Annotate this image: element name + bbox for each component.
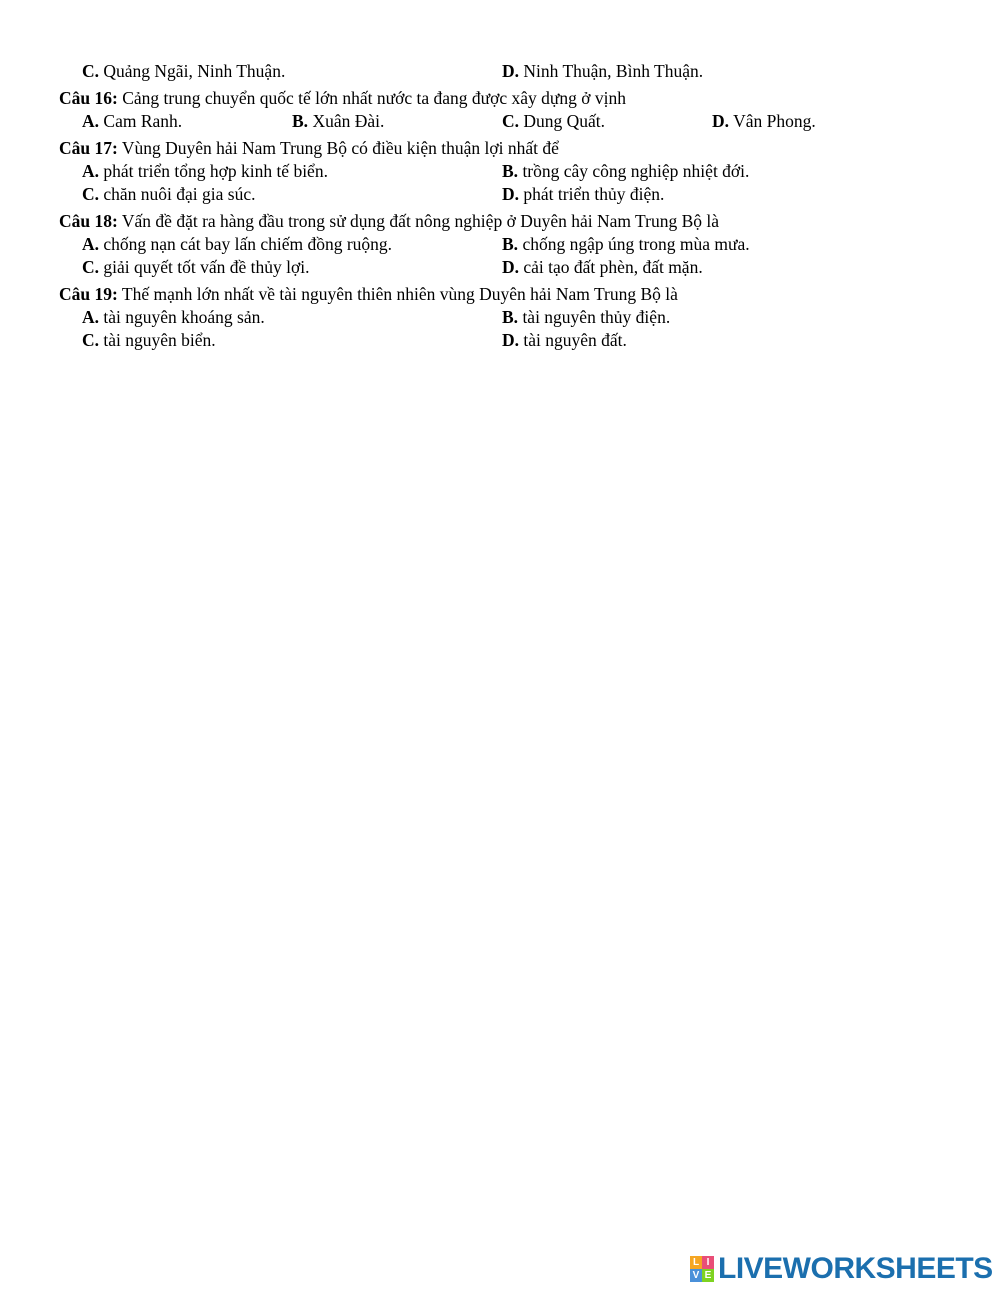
q19-option-b[interactable] [502, 306, 670, 328]
q17-option-b[interactable] [502, 160, 749, 182]
option-text: phát triển tổng hợp kinh tế biển. [103, 161, 328, 181]
option-text: giải quyết tốt vấn đề thủy lợi. [103, 257, 310, 277]
option-key: C. [82, 330, 100, 350]
q16-option-c[interactable] [502, 110, 605, 132]
q19-option-a[interactable] [82, 306, 265, 328]
option-key: D. [502, 184, 520, 204]
q16-option-b[interactable] [292, 110, 384, 132]
q16-option-d[interactable] [712, 110, 816, 132]
q17-option-a[interactable] [82, 160, 328, 182]
logo-mark-letter: I [702, 1256, 714, 1269]
question-text: Thế mạnh lớn nhất về tài nguyên thiên nhiên vùng Duyên hải Nam Trung Bộ là [121, 284, 678, 304]
option-key: C. [82, 184, 100, 204]
question-19 [59, 283, 678, 305]
question-17 [59, 137, 559, 159]
question-text: Vấn đề đặt ra hàng đầu trong sử dụng đất nông nghiệp ở Duyên hải Nam Trung Bộ là [121, 211, 720, 231]
question-label: Câu 19: [59, 284, 118, 304]
question-text: Vùng Duyên hải Nam Trung Bộ có điều kiện thuận lợi nhất để [121, 138, 559, 158]
option-text: tài nguyên biển. [103, 330, 216, 350]
question-label: Câu 17: [59, 138, 118, 158]
option-key: A. [82, 234, 100, 254]
q19-option-c[interactable] [82, 329, 216, 351]
option-text: Cam Ranh. [103, 111, 183, 131]
option-text: cải tạo đất phèn, đất mặn. [523, 257, 703, 277]
option-d-previous[interactable] [502, 60, 703, 82]
option-text: Vân Phong. [733, 111, 816, 131]
option-key: C. [502, 111, 520, 131]
option-text: tài nguyên khoáng sản. [103, 307, 265, 327]
q18-option-d[interactable] [502, 256, 703, 278]
option-text: tài nguyên đất. [523, 330, 627, 350]
option-text: Quảng Ngãi, Ninh Thuận. [103, 61, 286, 81]
option-c-previous[interactable] [82, 60, 285, 82]
option-text: chống nạn cát bay lấn chiếm đồng ruộng. [103, 234, 393, 254]
option-text: chống ngập úng trong mùa mưa. [522, 234, 750, 254]
option-key: C. [82, 257, 100, 277]
q17-option-c[interactable] [82, 183, 256, 205]
q18-option-b[interactable] [502, 233, 750, 255]
option-key: D. [502, 257, 520, 277]
q17-option-d[interactable] [502, 183, 664, 205]
option-key: A. [82, 307, 100, 327]
option-text: Xuân Đài. [312, 111, 385, 131]
option-key: B. [292, 111, 309, 131]
option-key: B. [502, 161, 519, 181]
question-text: Cảng trung chuyển quốc tế lớn nhất nước ta đang được xây dựng ở vịnh [122, 88, 627, 108]
logo-text: LIVEWORKSHEETS [718, 1252, 993, 1285]
q19-option-d[interactable] [502, 329, 627, 351]
logo-mark-letter: L [690, 1256, 702, 1269]
q18-option-a[interactable] [82, 233, 392, 255]
option-text: chăn nuôi đại gia súc. [103, 184, 256, 204]
option-key: D. [712, 111, 730, 131]
question-16 [59, 87, 626, 109]
option-text: trồng cây công nghiệp nhiệt đới. [522, 161, 750, 181]
option-text: phát triển thủy điện. [523, 184, 665, 204]
option-key: B. [502, 307, 519, 327]
option-key: D. [502, 61, 520, 81]
option-key: A. [82, 111, 100, 131]
q16-option-a[interactable] [82, 110, 182, 132]
option-key: D. [502, 330, 520, 350]
option-key: B. [502, 234, 519, 254]
logo-mark-letter: V [690, 1269, 702, 1282]
q18-option-c[interactable] [82, 256, 310, 278]
option-text: Ninh Thuận, Bình Thuận. [523, 61, 704, 81]
option-key: A. [82, 161, 100, 181]
logo-mark-letter: E [702, 1269, 714, 1282]
liveworksheets-logo [690, 1252, 993, 1286]
option-text: tài nguyên thủy điện. [522, 307, 671, 327]
question-label: Câu 16: [59, 88, 118, 108]
option-key: C. [82, 61, 100, 81]
logo-mark-icon [690, 1256, 714, 1282]
question-label: Câu 18: [59, 211, 118, 231]
question-18 [59, 210, 719, 232]
option-text: Dung Quất. [523, 111, 606, 131]
